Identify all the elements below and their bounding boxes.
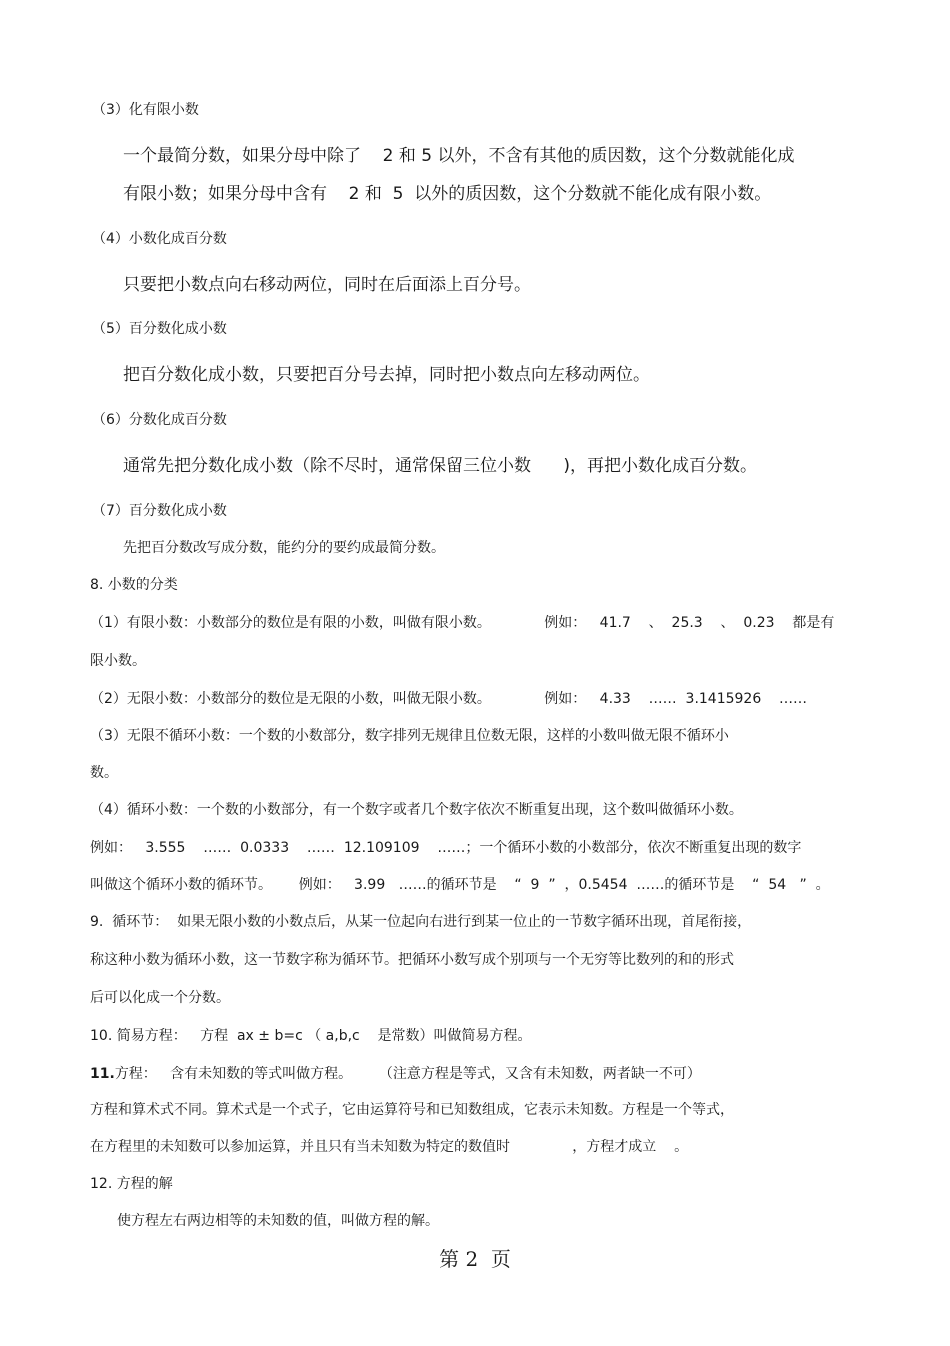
paragraph-line: 方程和算术式不同。算术式是一个式子，它由运算符号和已知数组成，它表示未知数。方程是一个等式， (90, 1102, 734, 1118)
paragraph-line: 限小数。 (90, 653, 146, 669)
paragraph-line: 只要把小数点向右移动两位，同时在后面添上百分号。 (123, 275, 531, 295)
section-heading-11: 11.方程： 含有未知数的等式叫做方程。 （注意方程是等式，又含有未知数，两者缺一不可） (90, 1066, 701, 1082)
paragraph-line: 在方程里的未知数可以参加运算，并且只有当未知数为特定的数值时 ，方程才成立 。 (90, 1139, 689, 1155)
paragraph-line: 通常先把分数化成小数（除不尽时，通常保留三位小数 )，再把小数化成百分数。 (123, 456, 758, 476)
paragraph-line: 把百分数化成小数，只要把百分号去掉，同时把小数点向左移动两位。 (123, 365, 650, 385)
paragraph-line: （3）无限不循环小数：一个数的小数部分，数字排列无规律且位数无限，这样的小数叫做无限不循环小 (90, 728, 729, 744)
heading-4-decimal-to-percent: （4）小数化成百分数 (92, 231, 227, 247)
paragraph-line: 叫做这个循环小数的循环节。 例如： 3.99 ……的循环节是 “ 9 ” ，0.5454 ……的循环节是 “ 54 ” 。 (90, 877, 830, 893)
heading-5-percent-to-decimal: （5）百分数化成小数 (92, 321, 227, 337)
section-heading-12: 12. 方程的解 (90, 1176, 173, 1192)
heading-3-fraction-to-finite-decimal: （3）化有限小数 (92, 102, 199, 118)
page-number-footer: 第 2 页 (439, 1247, 511, 1271)
section-number: 11. (90, 1066, 115, 1082)
section-heading-8: 8. 小数的分类 (90, 577, 178, 593)
paragraph-line: 后可以化成一个分数。 (90, 990, 230, 1006)
paragraph-line: 称这种小数为循环小数，这一节数字称为循环节。把循环小数写成个别项与一个无穷等比数列的和的形式 (90, 952, 734, 968)
paragraph-line: 使方程左右两边相等的未知数的值，叫做方程的解。 (117, 1213, 439, 1229)
paragraph-line: （2）无限小数：小数部分的数位是无限的小数，叫做无限小数。 例如： 4.33 …… 3.1415926 …… (90, 691, 808, 707)
heading-6-fraction-to-percent: （6）分数化成百分数 (92, 412, 227, 428)
paragraph-line: 例如： 3.555 …… 0.0333 …… 12.109109 ……；一个循环小数的小数部分，依次不断重复出现的数字 (90, 840, 802, 856)
paragraph-line: 一个最简分数，如果分母中除了 2 和 5 以外，不含有其他的质因数，这个分数就能化成 (123, 146, 795, 166)
paragraph-line: （1）有限小数：小数部分的数位是有限的小数，叫做有限小数。 例如： 41.7 、 25.3 、 0.23 都是有 (90, 615, 835, 631)
paragraph-line: 有限小数；如果分母中含有 2 和 5 以外的质因数，这个分数就不能化成有限小数。 (123, 184, 772, 204)
section-heading-9: 9. 循环节： 如果无限小数的小数点后，从某一位起向右进行到某一位止的一节数字循环出现，首尾衔接， (90, 914, 752, 930)
paragraph-line: 先把百分数改写成分数，能约分的要约成最简分数。 (123, 540, 445, 556)
paragraph-line: 数。 (90, 765, 118, 781)
heading-7-percent-to-decimal: （7）百分数化成小数 (92, 503, 227, 519)
paragraph-line: （4）循环小数：一个数的小数部分，有一个数字或者几个数字依次不断重复出现，这个数叫做循环小数。 (90, 802, 743, 818)
section-heading-10: 10. 简易方程： 方程 ax ± b=c （ a,b,c 是常数）叫做简易方程。 (90, 1028, 532, 1044)
